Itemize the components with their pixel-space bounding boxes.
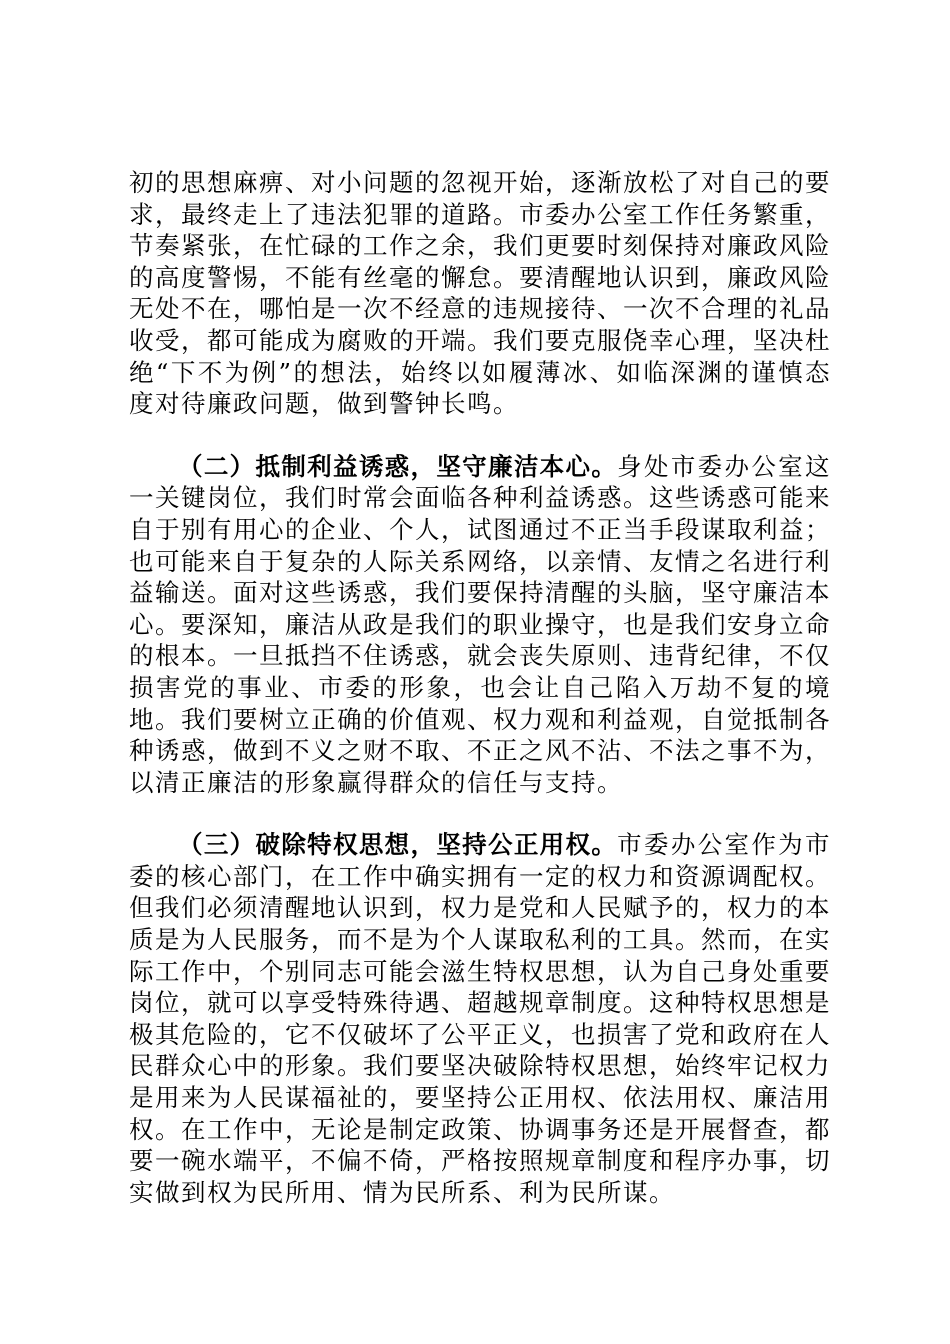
paragraph-text: 市委办公室作为市委的核心部门，在工作中确实拥有一定的权力和资源调配权。但我们必须清醒地认识到，权力是党和人民赋予的，权力的本质是为人民服务，而不是为个人谋取私利的工具。然而，在实际工作中，个别同志可能会滋生特权思想，认为自己身处重要岗位，就可以享受特殊待遇、超越规章制度。这种特权思想是极其危险的，它不仅破坏了公平正义，也损害了党和政府在人民群众心中的形象。我们要坚决破除特权思想，始终牢记权力是用来为人民谋福祉的，要坚持公正用权、依法用权、廉洁用权。在工作中，无论是制定政策、协调事务还是开展督查，都要一碗水端平，不偏不倚，严格按照规章制度和程序办事，切实做到权为民所用、情为民所系、利为民所谋。 bbox=[129, 830, 832, 1207]
paragraph-text: 初的思想麻痹、对小问题的忽视开始，逐渐放松了对自己的要求，最终走上了违法犯罪的道路。市委办公室工作任务繁重，节奏紧张，在忙碌的工作之余，我们更要时刻保持对廉政风险的高度警惕，不能有丝毫的懈怠。要清醒地认识到，廉政风险无处不在，哪怕是一次不经意的违规接待、一次不合理的礼品收受，都可能成为腐败的开端。我们要克服侥幸心理，坚决杜绝“下不为例”的想法，始终以如履薄冰、如临深渊的谨慎态度对待廉政问题，做到警钟长鸣。 bbox=[129, 168, 831, 419]
document-body bbox=[129, 167, 831, 1208]
paragraph-text: 身处市委办公室这一关键岗位，我们时常会面临各种利益诱惑。这些诱惑可能来自于别有用心的企业、个人，试图通过不正当手段谋取利益；也可能来自于复杂的人际关系网络，以亲情、友情之名进行利益输送。面对这些诱惑，我们要保持清醒的头脑，坚守廉洁本心。要深知，廉洁从政是我们的职业操守，也是我们安身立命的根本。一旦抵挡不住诱惑，就会丧失原则、违背纪律，不仅损害党的事业、市委的形象，也会让自己陷入万劫不复的境地。我们要树立正确的价值观、权力观和利益观，自觉抵制各种诱惑，做到不义之财不取、不正之风不沾、不法之事不为，以清正廉洁的形象赢得群众的信任与支持。 bbox=[129, 451, 832, 797]
paragraph-section-2 bbox=[129, 451, 831, 799]
paragraph-section-3 bbox=[129, 829, 831, 1208]
paragraph-continuation bbox=[129, 167, 831, 420]
section-heading-3: （三）破除特权思想，坚持公正用权。 bbox=[178, 830, 618, 860]
section-heading-2: （二）抵制利益诱惑，坚守廉洁本心。 bbox=[178, 451, 618, 481]
